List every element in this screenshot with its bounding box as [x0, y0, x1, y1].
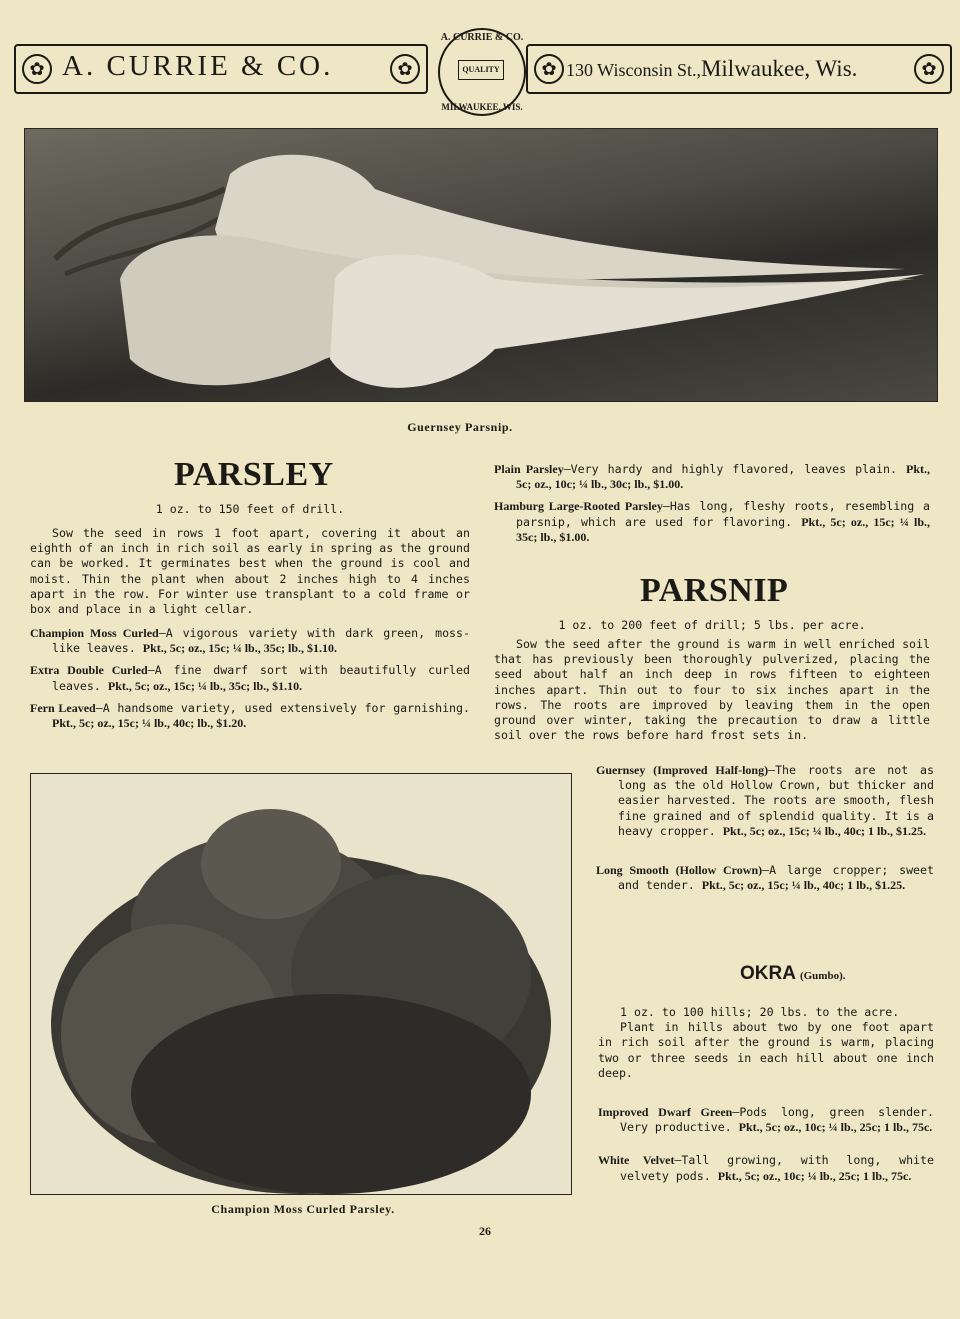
variety-name: Improved Dwarf Green: [598, 1105, 733, 1119]
variety-desc: —A large cropper; sweet and tender.: [618, 863, 934, 893]
variety-price: Pkt., 5c; oz., 15c; ¼ lb., 35c; lb., $1.00.: [516, 514, 931, 544]
parsley-title: PARSLEY: [174, 456, 334, 493]
okra-subtitle: (Gumbo).: [799, 970, 846, 982]
list-item: [30, 701, 470, 731]
parsnip-rate: 1 oz. to 200 feet of drill; 5 lbs. per acre.: [558, 618, 866, 632]
company-name: A. CURRIE & CO.: [62, 50, 334, 82]
parsley-intro-text: Sow the seed in rows 1 foot apart, covering it about an eighth of an inch in rich soil as early in spring as the ground can be worked. It germinates best when the ground is cool and moist. Thin the plant when about 2 inches high to 4 inches apart in the row. For winter use transplant to a cold frame or box and place in a light cellar.: [30, 526, 470, 617]
parsnip-photo: [24, 128, 938, 402]
rosette-ornament-icon: ✿: [22, 54, 52, 84]
variety-price: Pkt., 5c; oz., 10c; ¼ lb., 25c; 1 lb., 75c.: [717, 1168, 912, 1183]
parsnip-intro-text: Sow the seed after the ground is warm in well enriched soil that has previously been thoroughly pulverized, placing the seed about half an inch deep in rows fifteen to eighteen inches apart. Thin out to four to six inches apart in the rows. The roots are improved by leaving them in the open ground over winter, taking the precaution to draw a little soil over the rows before hard frost sets in.: [494, 637, 930, 743]
seal-center-text: QUALITY: [458, 60, 504, 80]
list-item: [596, 863, 934, 893]
parsley-rate: 1 oz. to 150 feet of drill.: [155, 502, 345, 516]
rosette-ornament-icon: ✿: [914, 54, 944, 84]
parsnip-photo-caption: Guernsey Parsnip.: [407, 420, 513, 434]
variety-desc: —A handsome variety, used extensively for garnishing.: [95, 700, 470, 715]
okra-rate: 1 oz. to 100 hills; 20 lbs. to the acre.: [620, 1005, 900, 1019]
company-banner: [14, 44, 428, 94]
variety-name: Champion Moss Curled: [30, 626, 159, 640]
list-item: [596, 763, 934, 839]
city: Milwaukee, Wis.: [700, 56, 858, 81]
variety-price: Pkt., 5c; oz., 15c; ¼ lb., 40c; lb., $1.20.: [52, 716, 247, 731]
list-item: [598, 1105, 934, 1135]
okra-intro-text: Plant in hills about two by one foot apart in rich soil after the ground is warm, placing two or three seeds in each hill about one inch deep.: [598, 1020, 934, 1080]
street: 130 Wisconsin St.,: [566, 60, 701, 80]
variety-name: Extra Double Curled: [30, 663, 148, 678]
parsnip-intro: [494, 637, 930, 743]
variety-desc: —Has long, fleshy roots, resembling a parsnip, which are used for flavoring.: [516, 499, 930, 529]
variety-name: Long Smooth (Hollow Crown): [596, 863, 763, 878]
variety-name: Hamburg Large-Rooted Parsley: [494, 499, 663, 514]
list-item: [598, 1153, 934, 1183]
address-banner: [526, 44, 952, 94]
quality-seal: [438, 28, 526, 116]
parsley-variety-list: [30, 626, 470, 731]
variety-desc: —A vigorous variety with dark green, moss-like leaves.: [52, 626, 470, 656]
variety-name: Plain Parsley: [494, 462, 564, 476]
parsley-intro: [30, 526, 470, 617]
rosette-ornament-icon: ✿: [534, 54, 564, 84]
page-number: 26: [479, 1224, 491, 1238]
parsnip-variety-list: [596, 763, 934, 893]
rosette-ornament-icon: ✿: [390, 54, 420, 84]
variety-name: Guernsey (Improved Half-long): [596, 763, 769, 777]
list-item: [494, 499, 930, 545]
parsley-photo-caption: Champion Moss Curled Parsley.: [211, 1202, 395, 1216]
variety-desc: —Very hardy and highly flavored, leaves plain.: [563, 462, 897, 476]
okra-heading: [740, 963, 845, 985]
parsnip-illustration: [25, 129, 937, 401]
okra-intro: [598, 1005, 934, 1081]
okra-variety-list: [598, 1105, 934, 1184]
parsley-illustration: [31, 774, 571, 1194]
variety-price: Pkt., 5c; oz., 15c; ¼ lb., 35c; lb., $1.10.: [107, 678, 303, 693]
list-item: [494, 462, 930, 492]
parsley-variety-list-continued: [494, 462, 930, 545]
variety-price: Pkt., 5c; oz., 15c; ¼ lb., 35c; lb., $1.10.: [142, 641, 338, 656]
seal-bottom-text: MILWAUKEE, WIS.: [441, 102, 523, 112]
list-item: [30, 626, 470, 656]
variety-desc: —A fine dwarf sort with beautifully curled leaves.: [52, 663, 471, 693]
list-item: [30, 663, 470, 693]
variety-desc: —The roots are not as long as the old Hollow Crown, but thicker and easier harvested. The roots are smooth, flesh fine grained and of splendid quality. It is a heavy cropper.: [618, 763, 934, 838]
parsley-photo: [30, 773, 572, 1195]
parsnip-title: PARSNIP: [640, 572, 789, 609]
variety-desc: —Tall growing, with long, white velvety pods.: [620, 1153, 934, 1183]
variety-price: Pkt., 5c; oz., 10c; ¼ lb., 30c; lb., $1.00.: [516, 462, 930, 492]
variety-desc: —Pods long, green slender. Very productive.: [620, 1105, 935, 1135]
seal-top-text: A. CURRIE & CO.: [440, 32, 524, 43]
variety-price: Pkt., 5c; oz., 15c; ¼ lb., 40c; 1 lb., $1.25.: [722, 823, 927, 838]
variety-price: Pkt., 5c; oz., 15c; ¼ lb., 40c; 1 lb., $1.25.: [701, 878, 906, 893]
variety-name: White Velvet: [598, 1153, 675, 1168]
address: [566, 56, 857, 82]
variety-name: Fern Leaved: [30, 700, 96, 715]
okra-title: OKRA: [740, 963, 796, 984]
variety-price: Pkt., 5c; oz., 10c; ¼ lb., 25c; 1 lb., 75c.: [738, 1120, 933, 1135]
